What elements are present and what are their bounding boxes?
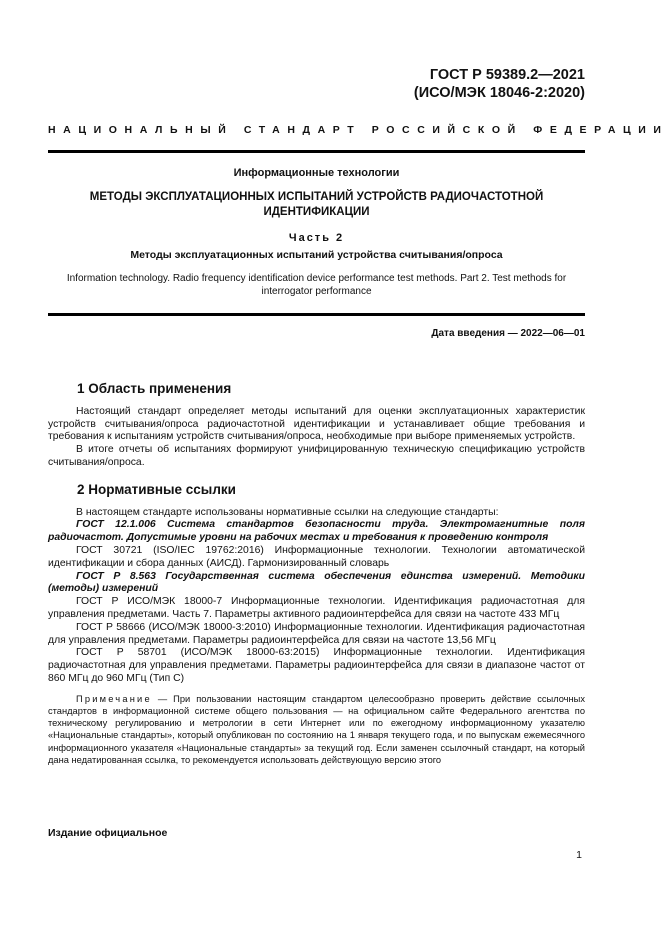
body-content bbox=[48, 383, 585, 766]
reference-item: ГОСТ Р ИСО/МЭК 18000-7 Информационные технологии. Идентификация радиочастотная для управления предметами. Часть 7. Параметры активного радиоинтерфейса для связи на частоте 433 МГц bbox=[48, 596, 585, 620]
paragraph: В настоящем стандарте использованы нормативные ссылки на следующие стандарты: bbox=[76, 506, 499, 518]
paragraph: В итоге отчеты об испытаниях формируют унифицированную техническую спецификацию устройств считывания/опроса. bbox=[48, 444, 585, 468]
note-text: — При пользовании настоящим стандартом целесообразно проверить действие ссылочных стандартов в информационной системе общего пользования — на официальном сайте Федерального агентства по техническому регулированию и метрологии в сети Интернет или по ежегодному информационному указателю «Национальные стандарты», который опубликован по состоянию на 1 января текущего года, и по выпускам ежемесячного информационного указателя «Национальные стандарты» за текущий год. Если заменен ссылочный стандарт, на который дана недатированная ссылка, то рекомендуется использовать действующую версию этого bbox=[48, 693, 585, 765]
top-divider bbox=[48, 150, 585, 153]
title-part: Часть 2 bbox=[288, 232, 345, 244]
title-subtitle: Методы эксплуатационных испытаний устройства считывания/опроса bbox=[130, 249, 503, 261]
title-divider bbox=[48, 313, 585, 316]
reference-item: ГОСТ 30721 (ISO/IEC 19762:2016) Информационные технологии. Технологии автоматической идентификации и сбора данных (АИСД). Гармонизированный словарь bbox=[48, 544, 585, 569]
note-label: Примечание bbox=[76, 693, 152, 704]
reference-item: ГОСТ 12.1.006 Система стандартов безопасности труда. Электромагнитные поля радиочастот. Допустимые уровни на рабочих местах и требования к проведению контроля bbox=[48, 519, 585, 544]
reference-item: ГОСТ Р 8.563 Государственная система обеспечения единства измерений. Методики (методы) измерений bbox=[48, 570, 585, 595]
section-1-heading: 1 Область применения bbox=[77, 381, 232, 396]
page-number: 1 bbox=[576, 849, 582, 861]
title-english: Information technology. Radio frequency identification device performance test methods. Part 2. Test methods for interrogator performance bbox=[66, 273, 567, 297]
reference-item: ГОСТ Р 58666 (ИСО/МЭК 18000-3:2010) Информационные технологии. Идентификация радиочастотная для управления предметами. Параметры радиоинтерфейса для связи на частоте 13,56 МГц bbox=[48, 621, 585, 646]
reference-item: ГОСТ Р 58701 (ИСО/МЭК 18000-63:2015) Информационные технологии. Идентификация радиочастотная для управления предметами. Параметры радиоинтерфейса для связи в диапазоне частот от 860 МГц до 960 МГц (Тип С) bbox=[48, 647, 585, 684]
standard-code-block bbox=[414, 66, 585, 102]
national-standard-banner: НАЦИОНАЛЬНЫЙ СТАНДАРТ РОССИЙСКОЙ ФЕДЕРАЦИИ bbox=[48, 124, 669, 136]
iso-code: (ИСО/МЭК 18046-2:2020) bbox=[413, 85, 585, 101]
standard-code: ГОСТ Р 59389.2—2021 bbox=[429, 67, 585, 83]
official-edition-label: Издание официальное bbox=[48, 827, 168, 839]
note-paragraph bbox=[48, 693, 585, 766]
introduction-date: Дата введения — 2022—06—01 bbox=[431, 328, 585, 339]
title-group: Информационные технологии bbox=[233, 167, 400, 179]
section-2-heading: 2 Нормативные ссылки bbox=[77, 481, 236, 497]
paragraph: Настоящий стандарт определяет методы испытаний для оценки эксплуатационных характеристик устройств считывания/опроса радиочастотной идентификации и устанавливает общие требования и требования к испытаниям устройств считывания/опроса, необходимые при выборе применяемых устройств. bbox=[48, 405, 585, 443]
title-main: МЕТОДЫ ЭКСПЛУАТАЦИОННЫХ ИСПЫТАНИЙ УСТРОЙСТВ РАДИОЧАСТОТНОЙ ИДЕНТИФИКАЦИИ bbox=[89, 191, 544, 218]
